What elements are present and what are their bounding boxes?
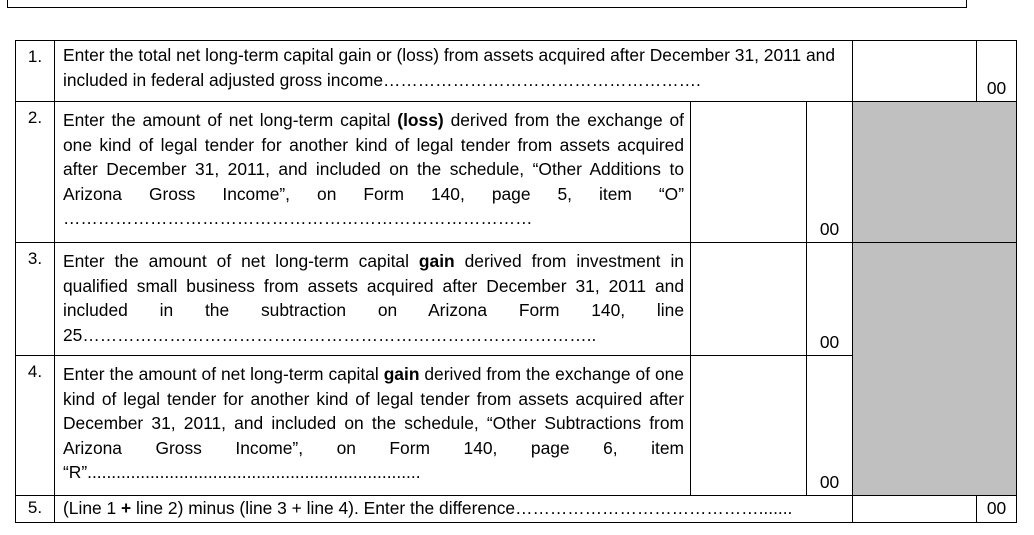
line-text: derived from the exchange of one kind of legal tender for another kind of legal tender from assets acquired after December 31, 2011, and included on the schedule, “Other Subtractions from Arizona Gross Income”, on Form 140, page 6, item “R”..................................................................... — [63, 364, 684, 482]
line-text: Enter the amount of net long-term capital — [63, 364, 384, 384]
shaded-cell — [853, 243, 1017, 496]
line-3-cents: 00 — [807, 243, 853, 356]
line-text: line 2) minus (line 3 + line 4). Enter the difference……………………………………....... — [131, 498, 793, 518]
line-4-amount-field[interactable] — [691, 356, 807, 496]
worksheet-line-3 — [16, 243, 1017, 356]
line-5-cents: 00 — [977, 496, 1017, 523]
leader-dots: ………………………………………………. — [383, 69, 701, 90]
line-description — [55, 243, 691, 356]
line-description — [55, 496, 853, 523]
capital-gain-worksheet-table — [15, 40, 1017, 523]
line-number: 1. — [16, 41, 55, 102]
worksheet-line-2 — [16, 102, 1017, 243]
line-3-amount-field[interactable] — [691, 243, 807, 356]
line-description — [55, 102, 691, 243]
line-text: Enter the amount of net long-term capital — [63, 110, 398, 130]
line-number: 3. — [16, 243, 55, 356]
worksheet-line-5 — [16, 496, 1017, 523]
line-4-cents: 00 — [807, 356, 853, 496]
line-text: derived from investment in qualified small business from assets acquired after December 31, 2011 and included in the subtraction on Arizona Form 140, line 25…………………………………………………………………………….. — [63, 251, 684, 345]
line-5-amount-field[interactable] — [853, 496, 977, 523]
line-text: (Line 1 — [63, 498, 122, 518]
line-text: derived from the exchange of one kind of legal tender for another kind of legal tender from assets acquired after December 31, 2011, and included on the schedule, “Other Additions to Arizona Gross Income”, on Form 140, page 5, item “O” ……………………………………………………………………… — [63, 110, 684, 228]
line-1-amount-field[interactable] — [853, 41, 977, 102]
line-text-bold: gain — [383, 364, 420, 384]
shaded-cell — [853, 102, 1017, 243]
line-number: 4. — [16, 356, 55, 496]
line-1-cents: 00 — [977, 41, 1017, 102]
worksheet-title-box — [7, 0, 967, 8]
line-text-bold: (loss) — [397, 110, 444, 130]
worksheet-line-1 — [16, 41, 1017, 102]
line-text: Enter the amount of net long-term capital — [63, 251, 419, 271]
line-text-bold: gain — [418, 251, 455, 271]
line-2-cents: 00 — [807, 102, 853, 243]
line-description — [55, 41, 853, 102]
line-description — [55, 356, 691, 496]
line-text-bold: + — [121, 498, 132, 518]
line-number: 5. — [16, 496, 55, 523]
line-text: Enter the total net long-term capital gain or (loss) from assets acquired after December 31, 2011 and included in federal adjusted gross income — [63, 45, 836, 90]
line-number: 2. — [16, 102, 55, 243]
line-2-amount-field[interactable] — [691, 102, 807, 243]
